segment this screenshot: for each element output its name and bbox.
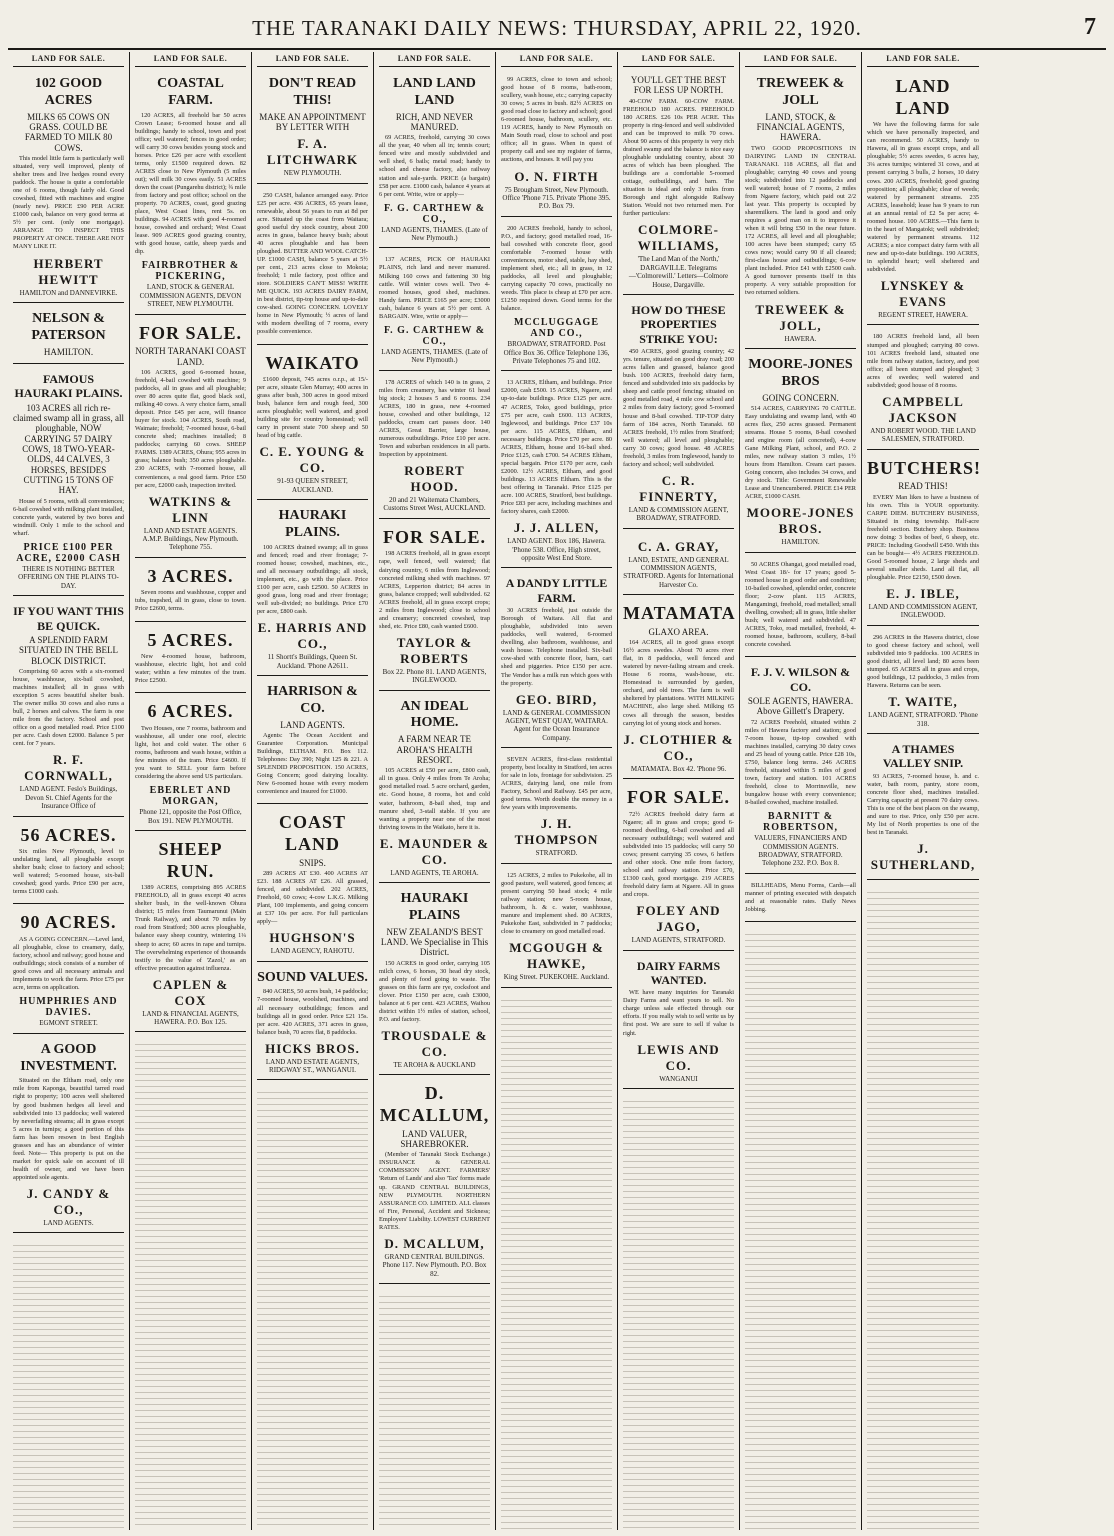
ad-body-text: 840 ACRES, 50 acres bush, 14 paddocks; 7-roomed house, woolshed, machines, and all necessary outbuildings; fences and buildings all in good order. Price £21 15s. per acre. 420 ACRES, 371 acres in grass, balance bush, 70 acres flat, 8 paddocks. — [257, 988, 368, 1036]
ad-body-text: We have the following farms for sale which we have personally inspected, and can recommend. 50 ACRES, handy to Hawera, all in grass except crops, and all ploughable; 5½ acres swedes, 6 acres hay, 3¼ acres turnips; wintered 31 cows, and at present carrying 3 bulls, 2 horses, 10 dairy cows. 200 ACRES, freehold; good grazing proposition; all ploughable; clear of weeds; watered by permanent streams. 235 ACRES, leasehold; lease has 9 years to run at an annual rental of £2 5s per acre; 4-roomed house. 100 ACRES.—This farm is in the heart of Mangatoki; well subdivided; watered by permanent streams. 112 ACRES; a nice compact dairy farm with all new and up-to-date buildings. 190 ACRES, in splendid heart; well sheltered and subdivided. — [867, 121, 979, 274]
ad-agent-name: HUMPHRIES AND DAVIES. — [19, 996, 118, 1019]
advertisement — [745, 352, 856, 553]
column-fill — [379, 1291, 490, 1530]
ad-agent-name: HUGHSON'S — [269, 930, 356, 946]
ad-agent-address: 91-93 QUEEN STREET, AUCKLAND. — [277, 477, 348, 494]
ad-agent-address: HAMILTON and DANNEVIRKE. — [19, 288, 118, 297]
ad-agent-name: R. F. CORNWALL, — [24, 752, 113, 784]
advertisement — [623, 782, 734, 951]
advertisement — [257, 965, 368, 1081]
ad-agent-name: GEO. BIRD, — [515, 691, 598, 707]
advertisement — [13, 71, 124, 303]
ad-subheading: GOING CONCERN. — [762, 392, 839, 403]
ad-headline: 102 GOOD ACRES — [34, 76, 103, 108]
advertisement — [257, 71, 368, 184]
ad-headline: SOUND VALUES. — [257, 969, 368, 985]
advertisement — [13, 1037, 124, 1234]
ad-headline: 5 ACRES. — [147, 629, 234, 650]
advertisement — [379, 886, 490, 1075]
ad-headline: F. J. V. WILSON & CO. — [750, 665, 851, 694]
ad-headline: FAMOUS HAURAKI PLAINS. — [14, 371, 123, 401]
column-heading: LAND FOR SALE. — [745, 52, 856, 67]
ad-subheading: A SPLENDID FARM SITUATED IN THE BELL BLOCK DISTRICT. — [18, 634, 119, 666]
ad-body-text: AS A GOING CONCERN.—Level land, all ploughable, close to creamery, daily, factory, school and railway; good house and outbuildings; stock consists of a number of good cows and all necessary animals and implements to work the farm. Price £75 per acre, terms on application. — [13, 936, 124, 992]
ad-subheading: NORTH TARANAKI COAST LAND. — [135, 346, 246, 367]
ad-subheading: MILKS 65 COWS ON GRASS. COULD BE FARMED TO MILK 80 COWS. — [24, 111, 113, 153]
ad-agent-address: 11 Shortt's Buildings, Queen St. Auckland. 'Phone A2611. — [267, 653, 358, 670]
ad-agent-name: J. CLOTHIER & CO., — [623, 731, 734, 763]
ad-agent-name: C. E. YOUNG & CO. — [259, 444, 366, 476]
advertisement — [623, 598, 734, 779]
ad-body-text: This model little farm is particularly well situated, very well improved, plenty of shelter trees and live hedges round every paddock. The house is quite a comfortable one of 6 rooms, though fairly old. Good cowshed, fitted with machines and engine (nearly new). PRICE £90 PER ACRE £1000 cash, balance on very good terms at 5½ per cent. (only one mortgage). ARRANGE TO INSPECT THIS PROPERTY AT ONCE. THERE ARE NOT MANY LIKE IT. — [13, 154, 124, 251]
ad-headline: FOR SALE. — [626, 787, 731, 808]
advertisement — [257, 187, 368, 345]
ad-body-text: EVERY Man likes to have a business of his own. This is YOUR opportunity. CARPE DIEM. BUTCHERY BUSINESS, Situated in rising township. Half-acre freehold section. Butchery shop. Business now doing: 3 bodies of beef, 6 sheep, etc. PRICE: Including Goodwill £450. With this can be bought— 4½ ACRES FREEHOLD. Good 5-roomed house, 2 large sheds and several smaller sheds. Land all flat, all ploughable. Price £2150, £500 down. — [867, 493, 979, 581]
ad-agent-address: LAND AGENT, STRATFORD. 'Phone 318. — [868, 711, 978, 728]
ad-body-text: 198 ACRES freehold, all in grass except rape, well fenced, well watered; flat dairying country, 6 miles from Inglewood; concreted milking shed with machines. 97 ACRES, Lepperton district; 84 acres in grass, balance cropped; well subdivided. 62 ACRES freehold, all in grass except crops; 2 miles from Inglewood; close to school and creamery; concreted cowshed, trap shed, etc. Price £80, cash wanted £600. — [379, 550, 490, 630]
ad-agent-address: LAND AND COMMISSION AGENT, INGLEWOOD. — [868, 603, 978, 620]
ad-headline: HARRISON & CO. — [267, 684, 358, 716]
ad-agent-name: F. G. CARTHEW & CO., — [383, 324, 486, 347]
ad-agent-name: CAMPBELL JACKSON — [882, 393, 964, 425]
advertisement — [623, 954, 734, 1089]
ad-body-text: 1389 ACRES, comprising 895 ACRES FREEHOLD, all in grass except 40 acres shelter bush, in the well-known Ohura district; 15 miles from Taumarunui (Main Trunk Railway), and about 70 miles by road from Stratford; 300 acres ploughable, balance easy sheep country, wintering 1¼ sheep to acre; 60 acres in rape and turnips. The overwhelming experience of thousands testify to the value of 'Zazol,' as an effective precaution against influenza. — [135, 884, 246, 972]
advertisement — [135, 561, 246, 622]
ad-headline: FOR SALE. — [382, 526, 487, 547]
ad-body-text: 180 ACRES freehold land, all been stumped and ploughed; carrying 80 cows. 101 ACRES freehold land, situated one mile from railway station, factory, and post office; all been stumped and ploughed; 3 acres of swedes; well watered and subdivided; good house of 8 rooms. — [867, 333, 979, 389]
ad-agent-name: F. A. LITCHWARK — [266, 136, 359, 168]
advertisement — [745, 877, 856, 922]
ad-agent-address: TE AROHA & AUCKLAND — [393, 1061, 476, 1070]
ad-agent-name: WATKINS & LINN — [148, 493, 233, 525]
ad-agent-address: BROADWAY, STRATFORD. Post Office Box 36. Office Telephone 136, Private Telephones 75 and 102. — [503, 340, 610, 365]
ad-headline: HOW DO THESE PROPERTIES STRIKE YOU: — [631, 302, 726, 346]
ad-body-text: 125 ACRES, 2 miles to Pukekohe, all in good pasture, well watered, good fences; at present carrying 50 head stock; 4 mile railway station; new 5-room house, bathroom, h. & c. water, washhouse, manure and implement shed. 80 ACRES, Pukekohe East, subdivided in 7 paddocks; close to creamery on good metalled road. — [501, 871, 612, 936]
ad-body-text: 69 ACRES, freehold, carrying 30 cows all the year, 40 when all in; tennis court; fenced wire and mostly subdivided and well shed, 6 bails; metal road; handy to school and cheese factory, also railway station and sale-yards. PRICE (a bargain) £58 per acre. £1000 cash, balance 4 years at 6 per cent. Write, wire or apply— — [379, 134, 490, 198]
ad-agent-address: LAND AGENTS, STRATFORD. — [631, 936, 726, 945]
ad-agent-name: E. J. IBLE, — [886, 586, 960, 602]
ad-body-text: TWO GOOD PROPOSITIONS IN DAIRYING LAND IN CENTRAL TARANAKI. 118 ACRES, all flat and ploughable; carrying 40 cows and young stock; subdivided into 12 paddocks and well watered; house of 7 rooms, 2 miles from Ngaere factory, which paid out 2/2 last year. This property is occupied by sharemilkers. The land is good and only requires a good man on it to improve it when it will bring £50 in the near future. 172 ACRES, all level and all ploughable; 100 acres have been stumped; carry 65 cows now; would carry 90 if all cleared; first-class house and outbuildings; 6-cow plant included. Price £41 with £2500 cash. A good turnover presents itself in this property. A very suitable proposition for two returned soldiers. — [745, 144, 856, 297]
ad-body-text: WE have many inquiries for Taranaki Dairy Farms and want yours to sell. No charge unless sale effected through our efforts. If you really wish to sell write us by first post. We are sure to sell if value is right. — [623, 989, 734, 1037]
column-fill — [13, 1240, 124, 1530]
ad-agent-name: F. G. CARTHEW & CO., — [383, 202, 486, 225]
advertisement — [867, 71, 979, 325]
ad-agent-name: TROUSDALE & CO. — [381, 1028, 488, 1060]
column-8 — [862, 52, 984, 1530]
ad-agent-address: LAND AGENCY, RAHOTU. — [270, 947, 355, 956]
ad-headline: WAIKATO — [265, 352, 360, 373]
advertisement — [257, 503, 368, 676]
columns-container — [8, 52, 1106, 1530]
ad-agent-name: ROBERT HOOD. — [404, 463, 465, 495]
ad-agent-name: HERBERT HEWITT — [33, 255, 104, 287]
ad-body-text: 514 ACRES, CARRYING 70 CATTLE. Easy undulating and swamp land, with 40 acres flax, 250 acres grassed. Permanent streams. House 5 rooms, 8-bail cowshed and engine room (all concreted), 4-cow Gane Milking Plant, school, and P.O. 2 miles, new railway station 3 miles, 1½ hours from Hamilton. Cream cart passes. Going concern, also includes 34 cows, and dry stock. Title: Government Renewable Lease and Unencumbered. PRICE £14 PER ACRE, £1000 CASH. — [745, 404, 856, 501]
ad-agent-name: C. A. GRAY, — [637, 538, 720, 554]
advertisement — [745, 71, 856, 349]
ad-body-text: SEVEN ACRES, first-class residential property, best locality in Stratford, ten acres for sale in lots, frontage for subdivision. 25 ACRES, dairying land, one mile from Factory, School and Railway. £45 per acre, good terms. Worth double the money in a few years with improvements. — [501, 756, 612, 812]
ad-body-text: 50 ACRES Ohangai, good metalled road, West Coast 18/- for 17 years; good 5-roomed house in good order and condition; 10-bailed cowshed, splendid order, concrete floor; 2-cow plant. 115 ACRES, Mangamingi, freehold, road metalled; small dwelling, cowshed; all in grass, little shelter bush; well watered and subdivided. 47 ACRES, Toko, road metalled, freehold, 4-roomed house, bathroom, scullery, 8-bail concrete cowshed. — [745, 560, 856, 649]
ad-agent-address: LAND & COMMISSION AGENT, BROADWAY, STRATFORD. — [628, 505, 729, 523]
ad-body-text: 296 ACRES in the Hawera district, close to good cheese factory and school, well subdivided into 9 paddocks. 100 ACRES in good district, all level land; 80 acres been stumped. 65 ACRES all in grass and crops, good buildings, 12 paddocks, 3 miles from Hawera. Returns can be seen. — [867, 633, 979, 690]
ad-headline: NELSON & PATERSON — [31, 310, 106, 343]
ad-body-text: 93 ACRES, 7-roomed house, h. and c. water, bath room, pantry, store room, concrete floor shed, machines installed. Carrying capacity at present 70 dairy cows. This is one of the best places on the swamp, and sure to rise. Price, only £50 per acre. My list of North properties is one of the best in Taranaki. — [867, 772, 979, 837]
advertisement — [501, 751, 612, 864]
ad-agent-name: J. CANDY & CO., — [26, 1185, 111, 1217]
ad-headline: 6 ACRES. — [147, 701, 234, 722]
ad-headline: DAIRY FARMS WANTED. — [636, 958, 721, 987]
ad-agent-name: EBERLET AND MORGAN, — [149, 785, 232, 808]
ad-body-text: 137 ACRES, PICK OF HAURAKI PLAINS, rich land and never manured. Milking 160 cows and fattening 30 big cattle. Will winter cows well. Two 4-roomed houses, good shed, machines. Handy farm. PRICE £165 per acre; £3000 cash, balance 6 years at 5½ per cent. A BARGAIN. Wire, write or apply— — [379, 256, 490, 320]
ad-headline: D. MCALLUM, — [379, 1083, 490, 1126]
ad-agent-address: LAND AGENT. Box 186, Hawera. 'Phone 538. Office, High street, opposite West End Store. — [507, 537, 606, 562]
advertisement — [13, 907, 124, 1033]
ad-agent-name: D. MCALLUM, — [384, 1235, 485, 1251]
ad-agent-name: FAIRBROTHER & PICKERING, — [141, 260, 240, 283]
ad-agent-name: J. J. ALLEN, — [513, 520, 600, 536]
ad-headline: DON'T READ THIS! — [268, 76, 357, 108]
advertisement — [867, 328, 979, 449]
advertisement — [379, 522, 490, 691]
ad-body-text: Six miles New Plymouth, level to undulating land, all ploughable except shelter bush; close to factory and school; well watered; 5-roomed house, six-ball cowshed; good yards. Price £90 per acre, terms £1000 cash. — [13, 848, 124, 896]
column-3 — [252, 52, 374, 1530]
ad-body-text: 289 ACRES AT £30. 400 ACRES AT £23. 188 ACRES AT £26. All grassed, fenced, and subdivided. 202 ACRES, Freehold, 60 cows; 4-cow L.K.G. Milking Plant, 100 implements, and going concern at £37 10s per acre. For full particulars apply— — [257, 869, 368, 926]
ad-subheading: YOU'LL GET THE BEST FOR LESS UP NORTH. — [630, 75, 727, 96]
ad-agent-name: HICKS BROS. — [265, 1040, 360, 1056]
ad-subheading: MAKE AN APPOINTMENT BY LETTER WITH — [259, 111, 366, 132]
ad-agent-address: HAWERA. — [784, 334, 817, 343]
ad-body-text: Situated on the Eltham road, only one mile from Kaponga, beautiful tarred road right to property; 100 acres well sheltered by good bushmen hedges all level and subdivided into 13 paddocks; well watered by neverfailing streams; all in grass except 5 acres in turnips; a good portion of this farm has been resown in best English grasses and has an abundance of winter feed. Note— This property is put on the market for quick sale on account of ill health of owner, and we have been appointed sole agents. — [13, 1077, 124, 1181]
ad-body-text: 164 ACRES, all in good grass except 16½ acres swedes. About 70 acres river flat, in 8 paddocks, well fenced and watered by never-failing stream and creek. House 6 rooms, wash-house, etc. Homestead is surrounded by garden, orchard, and old trees. The farm is well sheltered by plantations. WITH MILKING MACHINE, also large shed. Milking 65 cows all through the season, besides carrying lot of young stock and horses. — [623, 639, 734, 727]
ad-agent-name: MOORE-JONES BROS. — [746, 505, 855, 537]
ad-headline: A GOOD INVESTMENT. — [20, 1041, 117, 1074]
advertisement — [867, 737, 979, 880]
ad-agent-name: MCGOUGH & HAWKE, — [509, 940, 604, 972]
advertisement — [379, 694, 490, 883]
column-fill — [867, 887, 979, 1530]
ad-body-text: Seven rooms and washhouse, copper and tubs, trapshed, all in grass, close to town. Price £2600, terms. — [135, 589, 246, 613]
column-7 — [740, 52, 862, 1530]
ad-subheading: SNIPS. — [299, 857, 326, 868]
ad-agent-name: TAYLOR & ROBERTS — [396, 634, 473, 666]
column-heading: LAND FOR SALE. — [501, 52, 612, 67]
ad-body-text: 250 CASH, balance arranged easy. Price £25 per acre. 436 ACRES, 65 years lease, renewable, about 56 years to run at 8d per acre. Situated up the coast from Waitara; good useful dry stock country, about 200 acres in grass, balance heavy bush; about 40 acres ploughable and has been ploughed. BUTTER AND WOOL CATCH-UP. £1000 CASH, balance 5 years at 5½ per cent., 213 acres close to Mokoia; freehold; 1 mile factory, post office and store. SOLDIERS CAN'T MISS! WRITE ME QUICK. 193 ACRES DAIRY FARM, in best district, tip-top house and up-to-date cow-shed. GOING CONCERN. LOVELY home in New Plymouth; ½ acres of land with modern dwelling of 7 rooms, every possible convenience. — [257, 191, 368, 336]
ad-headline: TREWEEK & JOLL — [756, 76, 845, 108]
ad-agent-address: REGENT STREET, HAWERA. — [878, 311, 968, 320]
advertisement — [501, 374, 612, 568]
ad-headline: AN IDEAL HOME. — [400, 698, 469, 731]
advertisement — [13, 820, 124, 905]
column-heading: LAND FOR SALE. — [257, 52, 368, 67]
ad-headline: MATAMATA — [623, 603, 736, 624]
column-heading: LAND FOR SALE. — [867, 52, 979, 67]
ad-agent-name: LEWIS AND CO. — [637, 1041, 720, 1073]
advertisement — [745, 556, 856, 658]
ad-agent-address: Box 22. Phone 81. LAND AGENTS, INGLEWOOD. — [382, 667, 487, 685]
advertisement — [257, 679, 368, 804]
ad-body-text: £1600 deposit, 745 acres o.r.p., at 15/- per acre, situate Glen Murray; 400 acres in grass after bush, 300 acres in good mixed bush, balance fern and rough feed, 300 acres ploughable; well watered, and good building site for country homestead; will carry in present state 700 sheep and 50 head of big cattle. — [257, 376, 368, 440]
ad-agent-address: LAND & FINANCIAL AGENTS, HAWERA. P.O. Box 125. — [142, 1009, 239, 1027]
ad-agent-address: HAMILTON. — [781, 538, 820, 547]
newspaper-title: THE TARANAKI DAILY NEWS: THURSDAY, APRIL 22, 1920. — [252, 15, 862, 40]
ad-headline: HAURAKI PLAINS — [400, 891, 469, 923]
ad-agent-address: LAND, STOCK & GENERAL COMMISSION AGENTS, DEVON STREET, NEW PLYMOUTH. — [139, 283, 242, 309]
ad-subheading: A FARM NEAR TE AROHA'S HEALTH RESORT. — [396, 734, 473, 765]
ad-subheading: LAND VALUER, SHAREBROKER. — [400, 1128, 469, 1149]
advertisement — [867, 453, 982, 626]
ad-headline: 56 ACRES. — [20, 824, 117, 845]
advertisement — [501, 867, 612, 988]
ad-headline: A THAMES VALLEY SNIP. — [882, 741, 964, 771]
ad-body-text: 13 ACRES, Eltham, and buildings. Price £2000, cash £500. 15 ACRES, Ngaere, and up-to-date buildings. Price £125 per acre. 47 ACRES, Toko, good buildings, price £75 per acre, cash £600. 113 ACRES, Inglewood, and buildings. Price £37 10s per acre. 115 ACRES, Eltham, and necessary buildings. Price £70 per acre. 80 ACRES, Eltham, house and 16-bail shed. Price £125, cash £700. 54 ACRES Eltham, special bargain. Price £170 per acre, cash £2000. 12½ ACRES, Eltham, and good buildings. 13 ACRES Eltham. This is the best offering in Taranaki. Price £125 per acre. 100 ACRES, Stratford, best buildings. Price £83 per acre, including machines and factory shares, cash £2000. — [501, 379, 612, 516]
ad-headline: A DANDY LITTLE FARM. — [505, 576, 608, 605]
ad-agent-name: FOLEY AND JAGO, — [636, 903, 721, 935]
ad-headline: 90 ACRES. — [20, 912, 117, 933]
ad-agent-address: VALUERS, FINANCIERS AND COMMISSION AGENTS. BROADWAY, STRATFORD. Telephone 232. P.O. Box 8. — [754, 834, 847, 868]
advertisement — [867, 629, 979, 734]
ad-agent-address: EGMONT STREET. — [39, 1019, 98, 1028]
column-heading: LAND FOR SALE. — [623, 52, 734, 67]
ad-body-text: 100 ACRES drained swamp; all in grass and fenced; road and river frontage; 7-roomed house; cowshed, machines, etc., and all necessary outbuildings; all stock, implement, etc., go with the place. Price £100 per acre, cash £2500. 50 ACRES in good grass, long road and river frontage; well sub-divided; no buildings. Price £70 per acre, £800 cash. — [257, 543, 368, 616]
ad-agent-address: WANGANUI — [659, 1074, 698, 1083]
ad-agent-address: 'The Land Man of the North,' DARGAVILLE. Telegrams—'Colmorewill.' Letters—Colmore House, Dargaville. — [628, 255, 729, 289]
advertisement — [501, 220, 612, 372]
ad-headline: 3 ACRES. — [147, 565, 234, 586]
ad-agent-address: LAND AGENTS, TE AROHA. — [390, 868, 479, 877]
ad-agent-name: J. H. THOMPSON — [514, 816, 599, 848]
ad-headline: IF YOU WANT THIS BE QUICK. — [13, 604, 124, 633]
advertisement — [379, 251, 490, 370]
ad-agent-address: NEW PLYMOUTH. — [283, 169, 342, 178]
ad-subheading: GLAXO AREA. — [648, 626, 709, 637]
ad-body-text: 150 ACRES in good order, carrying 105 milch cows, 6 horses, 30 head dry stock, and plenty of food going to waste. The grasses on this farm are rye, cocksfoot and clover. Price £150 per acre, cash £3000, balance at 6 per cent. 423 ACRES, Waihou district within 1½ miles of station, school, P.O. and factory. — [379, 959, 490, 1024]
column-fill — [745, 929, 856, 1530]
ad-agent-address: LAND AND ESTATE AGENTS. A.M.P. Buildings, New Plymouth. Telephone 755. — [142, 526, 239, 552]
column-6 — [618, 52, 740, 1530]
ad-agent-name: E. MAUNDER & CO. — [379, 835, 490, 867]
column-heading: LAND FOR SALE. — [135, 52, 246, 67]
ad-agent-address: AND ROBERT WOOD. THE LAND SALESMEN, STRATFORD. — [870, 426, 976, 444]
ad-subheading: 103 ACRES all rich re-claimed swamp all in grass, all ploughable, NOW CARRYING 57 DAIRY COWS, 18 TWO-YEAR-OLDS, 44 CALVES, 3 HORSES, BESIDES CUTTING 15 TONS OF HAY. — [13, 402, 124, 496]
ad-body-text: BILLHEADS, Menu Forms, Cards—all manner of printing executed with despatch and at reasonable rates. Daily News Jobbing. — [745, 881, 856, 913]
ad-agent-address: LAND & GENERAL COMMISSION AGENT, WEST QUAY, WAITARA. Agent for the Ocean Insurance Company. — [502, 708, 611, 742]
ad-subheading: NEW ZEALAND'S BEST LAND. We Specialise in This District. — [380, 926, 489, 958]
ad-headline: MOORE-JONES BROS — [748, 356, 853, 389]
column-heading: LAND FOR SALE. — [13, 52, 124, 67]
ad-agent-address: King Street. PUKEKOHE. Auckland. — [503, 973, 610, 982]
ad-agent-name: O. N. FIRTH — [514, 168, 599, 184]
ad-subheading: SOLE AGENTS, HAWERA. Above Gillett's Drapery. — [747, 696, 854, 717]
advertisement — [135, 71, 246, 315]
column-1 — [8, 52, 130, 1530]
ad-agent-name: E. HARRIS AND CO., — [257, 620, 368, 652]
ad-agent-address: STRATFORD. — [535, 849, 578, 858]
ad-body-text: 40-COW FARM. 60-COW FARM. FREEHOLD 180 ACRES. FREEHOLD 180 ACRES. £26 10s PER ACRE. This property is ring-fenced and well subdivided and can be improved to milk 70 cows. About 90 acres of this property is very rich drained swamp and the balance is nice easy ploughable undulating country, about 30 acres of which has been ploughed. The buildings are a comfortable 5-roomed cottage, outbuildings, and barn. The situation is ideal and only 3 miles from Borough and right alongside Railway Station. Would not two returned men. For further particulars: — [623, 97, 734, 218]
ad-subheading: LAND AGENTS. — [280, 719, 345, 730]
ad-body-text: Agents: The Ocean Accident and Guarantee Corporation. Municipal Buildings, ELTHAM. P.O. Box 112. Telephones: Day 390; Night 125 & 221. A SPLENDID PROPOSITION. 150 ACRES, Going Concern; good dairying locality. New 6-roomed house with every modern convenience and insured for £1000. — [257, 732, 368, 796]
ad-body-text: 30 ACRES freehold, just outside the Borough of Waitara. All flat and ploughable, subdivided into seven paddocks, well watered, 6-roomed dwelling, also bathroom, washhouse, and wash house. Telephone installed. Six-bail cow-shed with concrete floor, barn, cart shed and piggeries. Price £150 per acre. The Vendor has a milk run which goes with the property. — [501, 607, 612, 687]
advertisement — [13, 599, 124, 816]
advertisement — [135, 625, 246, 694]
page-number: 7 — [1084, 14, 1096, 40]
ad-agent-name: J. SUTHERLAND, — [870, 841, 976, 873]
advertisement — [13, 367, 124, 596]
ad-agent-address: LAND, ESTATE, AND GENERAL COMMISSION AGENTS, STRATFORD. Agents for International Harvester Co. — [623, 555, 734, 589]
ad-subheading: HAMILTON. — [43, 346, 94, 357]
advertisement — [501, 571, 612, 748]
ad-agent-name: TREWEEK & JOLL, — [755, 301, 846, 333]
ad-body-text: Two Houses, one 7 rooms, bathroom and washhouse, all under one roof, electric light, hot and cold water. The other 6 rooms, bathroom and wash house, within a few minutes of the tram. Price £4600. If you want to SELL your farm before considering the above send US particulars. — [135, 724, 246, 781]
ad-agent-address: Phone 121, opposite the Post Office, Box 191. NEW PLYMOUTH. — [139, 808, 242, 825]
column-fill — [135, 1039, 246, 1530]
ad-agent-address: GRAND CENTRAL BUILDINGS. Phone 117. New Plymouth. P.O. Box 82. — [382, 1252, 487, 1278]
ad-agent-name: C. R. FINNERTY, — [639, 472, 718, 504]
ad-body-text: 178 ACRES of which 140 is in grass, 2 miles from creamery, has winter 61 head big stock; 2 houses 5 and 6 rooms. 234 ACRES, 180 in grass, new 4-roomed house, cowshed and other buildings, 12 paddocks, cream cart passes door. 140 ACRES, Great Barrier, large house, numerous outbuildings. Price £10 per acre. Town and suburban residences in all parts. Inspection by appointment. — [379, 378, 490, 459]
ad-agent-address: LAND AGENTS, THAMES. (Late of New Plymouth.) — [381, 347, 488, 365]
ad-body-text: 99 ACRES, close to town and school; good house of 8 rooms, bath-room, scullery, wash house, etc.; carrying capacity 30 cows; 5 acres in bush. 82½ ACRES on good road close to factory and school; good 6-roomed house, bathroom, scullery, etc. 119 ACRES, handy to New Plymouth on Main South road, close to school and post office; all in grass. When in quest of property call and see my register of farms, auctions, and houses. It will pay you — [501, 76, 612, 164]
ad-headline: FOR SALE. — [138, 322, 243, 343]
ad-body-text: 105 ACRES at £50 per acre, £800 cash, all in grass. Only 4 miles from Te Aroha; good metalled road. 5 acre orchard, garden, etc. Good house, 8 rooms, hot and cold water, bathroom, 8-bail shed, trap and manure shed, 3-stall stable. If you are wanting a property near one of the most thriving towns in the Waikato, here it is. — [379, 767, 490, 831]
column-2 — [130, 52, 252, 1530]
advertisement — [379, 374, 490, 519]
advertisement — [257, 807, 368, 961]
ad-agent-name: T. WAITE, — [888, 694, 958, 710]
advertisement — [501, 71, 612, 217]
ad-headline: LAND LAND LAND — [393, 76, 476, 108]
ad-headline: HAURAKI PLAINS. — [278, 508, 347, 541]
ad-agent-name: MCCLUGGAGE AND CO., — [514, 317, 599, 340]
ad-agent-name: LYNSKEY & EVANS — [880, 278, 966, 310]
ad-agent-address: MATAMATA. Box 42. 'Phone 96. — [630, 764, 727, 773]
column-4 — [374, 52, 496, 1530]
ad-body-text: New 4-roomed house, bathroom, washhouse, electric light, hot and cold water; within a few minutes of the tram. Price £2500. — [135, 653, 246, 685]
ad-headline: SHEEP RUN. — [158, 838, 223, 881]
ad-headline: COASTAL FARM. — [157, 76, 224, 108]
advertisement — [135, 318, 246, 558]
ad-agent-address: LAND AND ESTATE AGENTS, RIDGWAY ST., WANGANUI. — [265, 1057, 360, 1075]
ad-subheading: READ THIS! — [898, 481, 948, 492]
ad-body-text: House of 5 rooms, with all conveniences; 6-bail cowshed with milking plant installed, concrete yards, watered by two bores and windmill. Only 1 mile to the school and wharf. — [13, 497, 124, 537]
ad-body-text: 120 ACRES, all freehold bar 50 acres Crown Lease; 6-roomed house and all buildings; handy to school, town and post office; well watered; fences in good order; will carry 30 cows besides young stock and horses. Price £26 per acre with excellent terms, only £1500 required down. 82 ACRES close to New Plymouth (5 miles out); will milk 30 cows easily. 51 ACRES down the coast (Pungarehu district); ¾ mile from factory and post office; school on the property. 70 ACRES, coast, good grazing place, West Coast lines, rent 5s. on buildings. 94 ACRES with good 4-roomed house, cowshed and orchard; West Coast lease. 909 ACRES good grazing country, with good house, cattle, sheep yards and dip. — [135, 111, 246, 256]
ad-agent-address: 75 Brougham Street, New Plymouth. Office 'Phone 715. Private 'Phone 395. P.O. Box 79. — [502, 185, 611, 211]
advertisement — [623, 71, 734, 295]
ad-agent-name: CAPLEN & COX — [152, 976, 229, 1008]
ad-headline: BUTCHERS! — [867, 457, 982, 478]
column-fill — [623, 1096, 734, 1530]
ad-agent-address: LAND AGENT. Feslo's Buildings, Devon St. Chief Agents for the Insurance Office of — [19, 785, 118, 811]
ad-body-text: 72½ ACRES freehold dairy farm at Ngaere; all in grass and crops; good 6-roomed dwelling, 6-bail cowshed and all necessary outbuildings; well watered and subdivided into 15 paddocks; will carry 50 cows; present carrying 35 cows, 6 heifers and other stock. One mile from factory, school and railway station. Price £70, £1300 cash, good mortgage. 219 ACRES freehold dairy farm at Ngaere. All in grass and crops. — [623, 810, 734, 899]
ad-headline: LAND LAND — [895, 76, 951, 118]
masthead — [8, 8, 1106, 50]
ad-agent-name: COLMORE-WILLIAMS, — [637, 222, 720, 254]
ad-body-text: 72 ACRES Freehold, situated within 2 miles of Hawera factory and station; good 7-room house, tip-top cowshed with machines installed, carrying 30 dairy cows and 25 head of young cattle. Price £28 10s, £750, balance long terms. 246 ACRES freehold, situated within 5 miles of good town, factory and station. 101 ACRES freehold, close to Morrinsville, new bungalow house with every convenience; 8-bailed cowshed, machine installed. — [745, 718, 856, 807]
advertisement — [379, 1078, 490, 1284]
ad-agent-name: PRICE £100 PER ACRE, £2000 CASH — [16, 541, 121, 564]
advertisement — [379, 71, 490, 248]
ad-agent-address: THERE IS NOTHING BETTER OFFERING ON THE PLAINS TO-DAY. — [18, 564, 119, 590]
ad-body-text: (Member of Taranaki Stock Exchange.) INSURANCE & GENERAL COMMISSION AGENT. FARMERS' 'Return of Lands' and also 'Tax' forms made up. GRAND CENTRAL BUILDINGS, NEW PLYMOUTH. NORTHERN ASSURANCE CO. LIMITED. ALL classes of Fire, Personal, Accident and Sickness; Employers' Liability. LOWEST CURRENT RATES. — [379, 1151, 490, 1231]
advertisement — [745, 660, 856, 874]
ad-body-text: 200 ACRES freehold, handy to school, P.O., and factory; good metalled road, 16-bail cowshed with concrete floor, good comfortable 7-roomed house with conveniences, motor shed, stable, hay shed, implement shed, etc.; all in grass, in 12 paddocks, all level and ploughable; carrying capacity 70 cows, practically no weeds. This place is cheap at £70 per acre. £1250 required down. Good terms for the balance. — [501, 224, 612, 313]
ad-body-text: 106 ACRES, good 6-roomed house, freehold, 4-bail cowshed with machine; 9 paddocks, all in grass and all ploughable; over 80 acres quite flat, good black soil, milking 40 cows. A very choice farm, small deposit. Price £45 per acre, will finance buyer for stock. 104 ACRES, South road, Waimate; freehold; 7-roomed house, 6-bail concrete shed; machines installed; 8 paddocks; carrying 60 cows. SHEEP FARMS. 1389 ACRES, Ohura; 955 acres in grass; balance bush; 350 acres ploughable. 230 ACRES, with 7-roomed house, all conveniences, a real good farm. Price £50 per acre, £2000 cash, inspection invited. — [135, 368, 246, 489]
ad-agent-address: LAND AGENTS, THAMES. (Late of New Plymouth.) — [381, 225, 488, 243]
ad-agent-name: BARNITT & ROBERTSON, — [763, 811, 838, 834]
ad-subheading: RICH, AND NEVER MANURED. — [395, 111, 474, 132]
ad-subheading: LAND, STOCK, & FINANCIAL AGENTS, HAWERA. — [756, 111, 845, 143]
ad-body-text: 450 ACRES, good grazing country; 42 yrs. tenure, situated on good dray road; 200 acres fallen and grassed, balance good bush. 100 ACRES, freehold dairy farm, fenced and subdivided into six paddocks by sheep and cattle proof fencing; situated on good metalled road, 4 mile cow school and 2 miles from dairy factory; good 5-roomed house and 8-bail cowshed. TIP-TOP dairy farm of 184 acres, North Taranaki. 60 ACRES freehold, 1½ miles from Stratford; well watered; all level and ploughable; carry 30 cows; good house. 48 ACRES freehold, 3 miles from Inglewood, handy to factory and school; well subdivided. — [623, 348, 734, 468]
column-fill — [257, 1087, 368, 1530]
ad-headline: COAST LAND — [278, 812, 346, 854]
advertisement — [623, 298, 734, 529]
advertisement — [623, 532, 734, 596]
ad-body-text: Comprising 60 acres with a six-roomed house, washhouse, six-bail cowshed, machines installed; all in grass with exception 5 acres beautiful shelter bush. The owner milks 30 cows and also runs a bull, 2 horses and calves. The farm is one mile from the factory. School and post office on a good metalled road. Price £100 per acre. Cash down £2000. Balance 5 per cent. for 7 years. — [13, 667, 124, 748]
advertisement — [257, 348, 368, 501]
column-fill — [501, 995, 612, 1530]
ad-agent-address: 20 and 21 Waitemata Chambers, Customs Street West, AUCKLAND. — [383, 496, 486, 513]
advertisement — [13, 306, 124, 364]
column-5 — [496, 52, 618, 1530]
ad-agent-address: LAND AGENTS. — [43, 1218, 94, 1227]
advertisement — [135, 834, 246, 1032]
advertisement — [135, 696, 246, 831]
column-heading: LAND FOR SALE. — [379, 52, 490, 67]
